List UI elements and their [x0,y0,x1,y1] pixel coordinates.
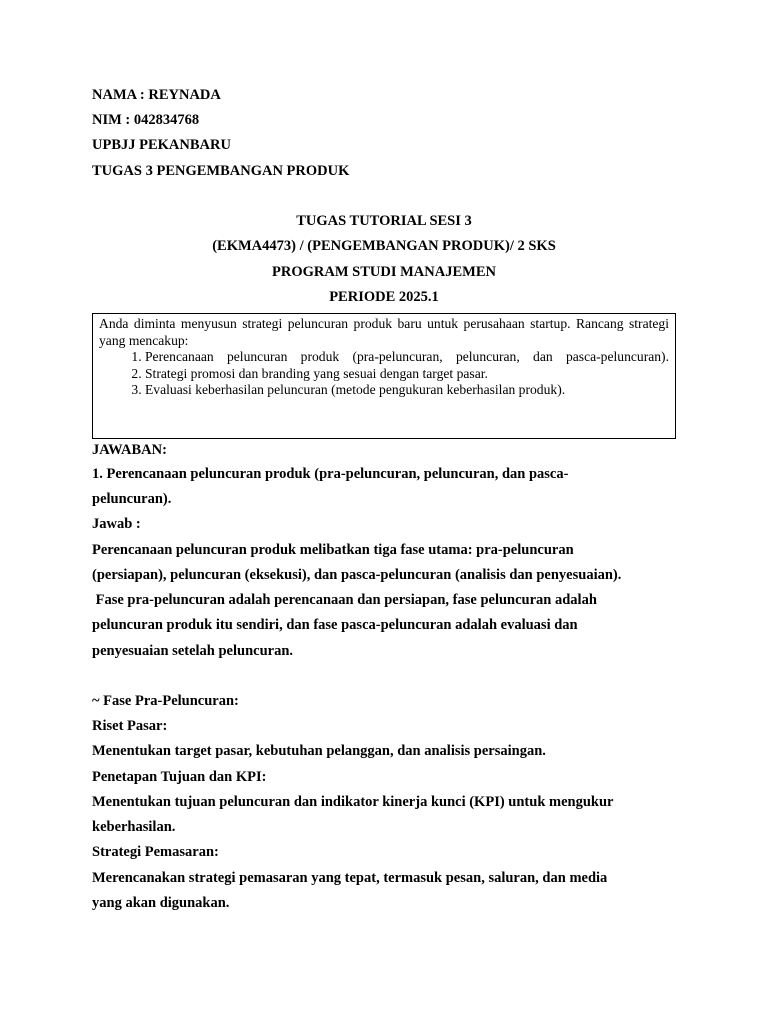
question-1-line-1: 1. Perencanaan peluncuran produk (pra-peluncuran, peluncuran, dan pasca- [92,466,569,482]
student-nim: NIM : 042834768 [92,112,200,128]
question-item-3: 3. Evaluasi keberhasilan peluncuran (metode pengukuran keberhasilan produk). [145,382,669,399]
upbjj-label: UPBJJ PEKANBARU [92,137,231,153]
paragraph-2-line-1: Fase pra-peluncuran adalah perencanaan dan persiapan, fase peluncuran adalah [92,592,597,608]
jawab-label: Jawab : [92,516,141,532]
question-1-line-2: peluncuran). [92,491,172,507]
title-line-3: PROGRAM STUDI MANAJEMEN [272,264,496,280]
paragraph-2-line-3: penyesuaian setelah peluncuran. [92,643,294,659]
phase-heading: ~ Fase Pra-Peluncuran: [92,693,239,709]
kpi-text-line-2: keberhasilan. [92,819,176,835]
paragraph-2-line-2: peluncuran produk itu sendiri, dan fase pasca-peluncuran adalah evaluasi dan [92,617,578,633]
strategi-text-line-1: Merencanakan strategi pemasaran yang tepat, termasuk pesan, saluran, dan media [92,870,608,886]
riset-text: Menentukan target pasar, kebutuhan pelanggan, dan analisis persaingan. [92,743,546,759]
strategi-heading: Strategi Pemasaran: [92,844,219,860]
riset-heading: Riset Pasar: [92,718,168,734]
paragraph-1-line-1: Perencanaan peluncuran produk melibatkan tiga fase utama: pra-peluncuran [92,542,574,558]
strategi-text-line-2: yang akan digunakan. [92,895,230,911]
title-line-4: PERIODE 2025.1 [329,289,439,305]
title-line-2: (EKMA4473) / (PENGEMBANGAN PRODUK)/ 2 SKS [212,238,556,254]
task-label: TUGAS 3 PENGEMBANGAN PRODUK [92,163,350,179]
kpi-heading: Penetapan Tujuan dan KPI: [92,769,267,785]
student-name: NAMA : REYNADA [92,87,221,103]
question-intro: Anda diminta menyusun strategi peluncuran produk baru untuk perusahaan startup. Rancang strategi yang mencakup: [99,316,669,348]
question-item-1: 1. Perencanaan peluncuran produk (pra-peluncuran, peluncuran, dan pasca-peluncuran). [145,349,669,366]
question-item-2: 2. Strategi promosi dan branding yang sesuai dengan target pasar. [145,366,669,383]
title-line-1: TUGAS TUTORIAL SESI 3 [296,213,472,229]
kpi-text-line-1: Menentukan tujuan peluncuran dan indikator kinerja kunci (KPI) untuk mengukur [92,794,614,810]
answer-heading: JAWABAN: [92,442,167,458]
question-list [99,349,669,399]
paragraph-1-line-2: (persiapan), peluncuran (eksekusi), dan pasca-peluncuran (analisis dan penyesuaian). [92,567,622,583]
question-box [92,313,676,439]
